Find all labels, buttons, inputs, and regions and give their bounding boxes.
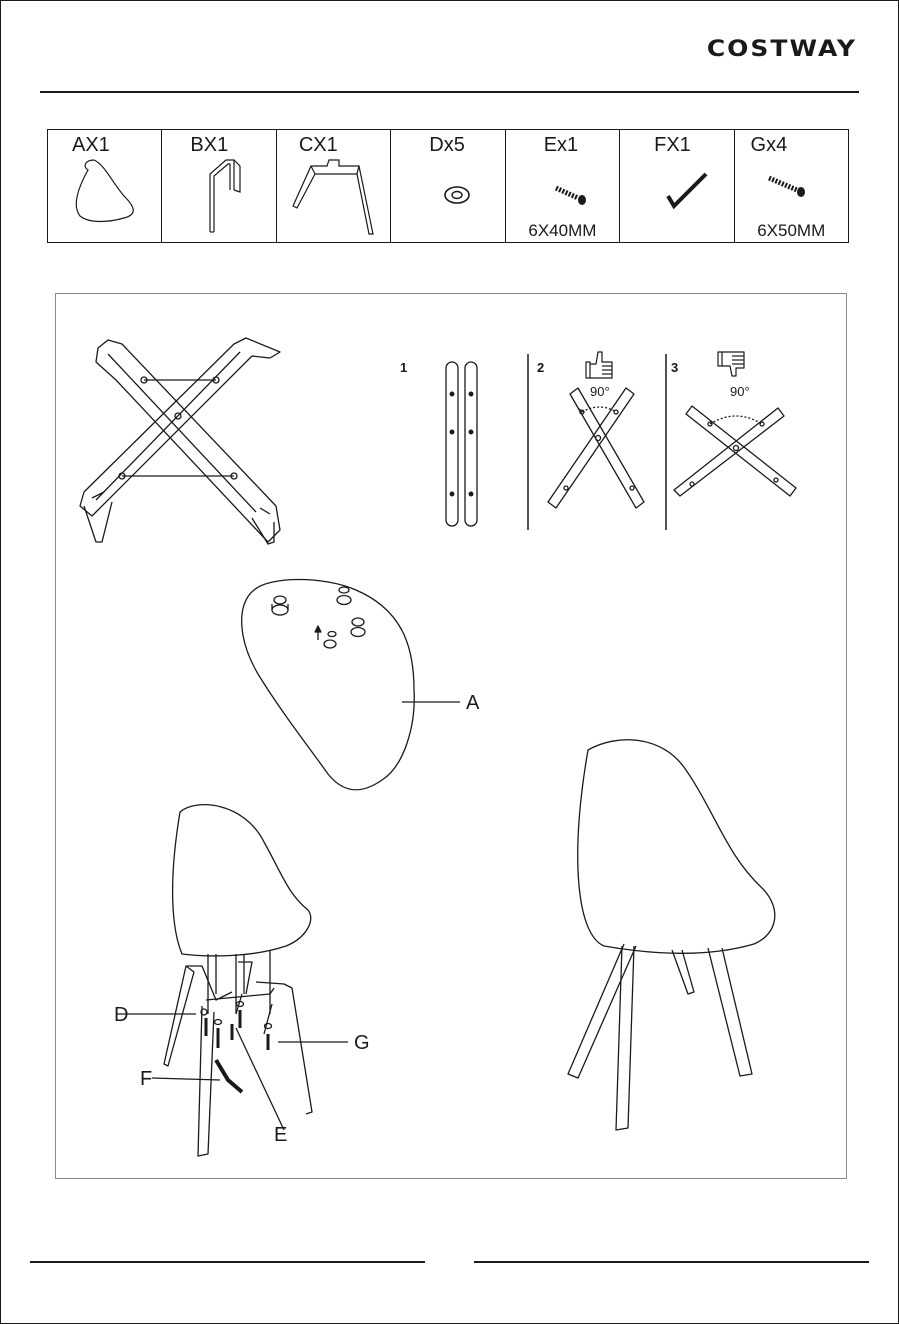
finished-chair-illustration xyxy=(568,740,775,1130)
header-rule xyxy=(40,91,859,93)
parts-list xyxy=(47,129,849,243)
part-d xyxy=(391,130,505,242)
part-c xyxy=(277,130,391,242)
part-e-label: Ex1 xyxy=(543,134,579,156)
part-g xyxy=(735,130,848,242)
step-2-angle: 90° xyxy=(590,384,610,399)
part-e-size: 6X40MM xyxy=(528,221,597,240)
part-a-label: AX1 xyxy=(72,134,110,156)
step-1-label: 1 xyxy=(400,360,408,375)
footer-rule-left xyxy=(30,1261,425,1263)
thumbs-down-icon xyxy=(718,352,744,376)
leg-frame-icon xyxy=(277,130,391,242)
callout-f: F xyxy=(140,1068,153,1090)
part-g-label: Gx4 xyxy=(750,134,788,156)
part-c-label: CX1 xyxy=(298,134,338,156)
step-2-correct-cross xyxy=(548,388,644,508)
part-f xyxy=(620,130,734,242)
thumbs-up-icon xyxy=(586,352,612,378)
brand-logo: COSTWAY xyxy=(706,35,857,62)
hex-wrench-icon xyxy=(620,130,734,242)
part-f-label: FX1 xyxy=(654,134,691,156)
part-e xyxy=(506,130,620,242)
step-3-label: 3 xyxy=(671,360,679,375)
assembly-drawing xyxy=(56,294,848,1180)
step-3-incorrect-cross xyxy=(674,406,796,496)
step-1-rails xyxy=(446,362,477,526)
part-b xyxy=(162,130,276,242)
seat-shell-icon xyxy=(48,130,162,242)
seat-underside-illustration xyxy=(242,580,460,790)
part-a xyxy=(48,130,162,242)
washer-icon xyxy=(391,130,505,242)
callout-a: A xyxy=(466,692,480,714)
step-3-angle: 90° xyxy=(730,384,750,399)
exploded-assembly-illustration xyxy=(116,805,348,1156)
part-g-size: 6X50MM xyxy=(757,221,826,240)
assembly-diagram xyxy=(55,293,847,1179)
step-2-label: 2 xyxy=(537,360,545,375)
callout-g: G xyxy=(354,1032,370,1054)
callout-e: E xyxy=(274,1124,288,1146)
part-d-label: Dx5 xyxy=(429,134,465,156)
x-frame-illustration xyxy=(80,338,280,544)
part-b-label: BX1 xyxy=(190,134,229,156)
callout-d: D xyxy=(114,1004,129,1026)
footer-rule-right xyxy=(474,1261,869,1263)
support-bracket-icon xyxy=(162,130,276,242)
